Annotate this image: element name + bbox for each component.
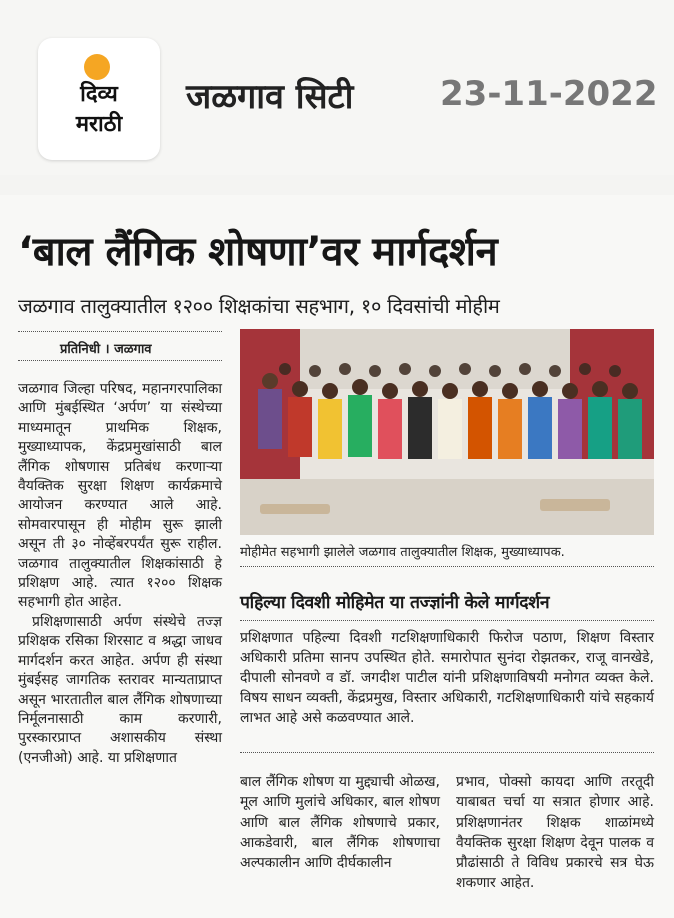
- section-body: प्रशिक्षणात पहिल्या दिवशी गटशिक्षणाधिकारी फिरोज पठाण, शिक्षण विस्तार अधिकारी प्रतिमा सानप उपस्थित होते. समारोपात सुनंदा रोझतकर, राजू वानखेडे, दीपाली सोनवणे व डॉ. जगदीश पाटील यांनी प्रशिक्षणाविषयी मनोगत व्यक्त केले. विषय साधन व्यक्ती, केंद्रप्रमुख, विस्तार अधिकारी, गटशिक्षणाधिकारी यांचे सहकार्य लाभत आहे असे कळवण्यात आले.: [240, 630, 654, 726]
- bottom-column-a: बाल लैंगिक शोषण या मुद्द्याची ओळख, मूल आणि मुलांचे अधिकार, बाल शोषण आणि बाल लैंगिक शोषणाचे प्रकार, आकडेवारी, बाल लैंगिक शोषणाचा अल्पकालीन आणि दीर्घकालीन: [240, 774, 440, 872]
- left-paragraph-2: प्रशिक्षणासाठी अर्पण संस्थेचे तज्ज्ञ प्रशिक्षक रसिका शिरसाट व श्रद्धा जाधव मार्गदर्शन करत आहेत. अर्पण ही संस्था मुंबईसह जागतिक स्तरावर मान्यताप्राप्त असून भारतातील बाल लैंगिक शोषणाच्या निर्मूलनासाठी काम करणारी, पुरस्कारप्राप्त अशासकीय संस्था (एनजीओ) आहे. या प्रशिक्षणात: [18, 613, 222, 766]
- sun-dot-icon: [84, 54, 110, 80]
- divya-marathi-logo[interactable]: [38, 38, 160, 160]
- byline-top-rule: [18, 331, 222, 332]
- article-subheadline: जळगाव तालुक्यातील १२०० शिक्षकांचा सहभाग, १० दिवसांची मोहीम: [18, 294, 500, 318]
- bottom-column-b: प्रभाव, पोक्सो कायदा आणि तरतूदी याबाबत चर्चा या सत्रात होणार आहे. प्रशिक्षणानंतर शिक्षक शाळांमध्ये वैयक्तिक सुरक्षा शिक्षण देवून पालक व प्रौढांसाठी ते विविध प्रकारचे सत्र घेऊ शकणार आहेत.: [456, 774, 654, 892]
- photo-caption: मोहीमेत सहभागी झालेले जळगाव तालुक्यातील शिक्षक, मुख्याध्यापक.: [240, 545, 565, 560]
- section-heading: पहिल्या दिवशी मोहिमेत या तज्ज्ञांनी केले मार्गदर्शन: [240, 593, 550, 613]
- left-paragraph-1: जळगाव जिल्हा परिषद, महानगरपालिका आणि मुंबईस्थित ‘अर्पण’ या संस्थेच्या माध्यमातून प्राथमिक शिक्षक, मुख्याध्यापक, केंद्रप्रमुखांसाठी बाल लैंगिक शोषणास प्रतिबंध करणाऱ्या वैयक्तिक सुरक्षा शिक्षण कार्यक्रमाचे आयोजन करण्यात आले आहे. सोमवारपासून ही मोहीम सुरू झाली असून ती ३० नोव्हेंबरपर्यंत सुरू राहील. जळगाव तालुक्यातील शिक्षकांसाठी हे प्रशिक्षण आहे. त्यात १२०० शिक्षक सहभागी होत आहेत.: [18, 381, 222, 611]
- edition-title: जळगाव सिटी: [186, 77, 354, 117]
- section-body-rule: [240, 752, 654, 753]
- app-header: [0, 0, 674, 175]
- article-headline: ‘बाल लैंगिक शोषणा’वर मार्गदर्शन: [18, 229, 498, 275]
- group-photo-image: [240, 329, 654, 535]
- caption-rule: [240, 566, 654, 567]
- logo-line-2: मराठी: [75, 112, 123, 137]
- group-photo[interactable]: [240, 329, 654, 535]
- byline-bottom-rule: [18, 360, 222, 361]
- section-heading-rule: [240, 620, 654, 621]
- logo-line-1: दिव्य: [80, 82, 118, 107]
- article-byline: प्रतिनिधी । जळगाव: [60, 342, 152, 357]
- edition-date: 23-11-2022: [440, 74, 658, 114]
- article-left-column: [18, 380, 222, 768]
